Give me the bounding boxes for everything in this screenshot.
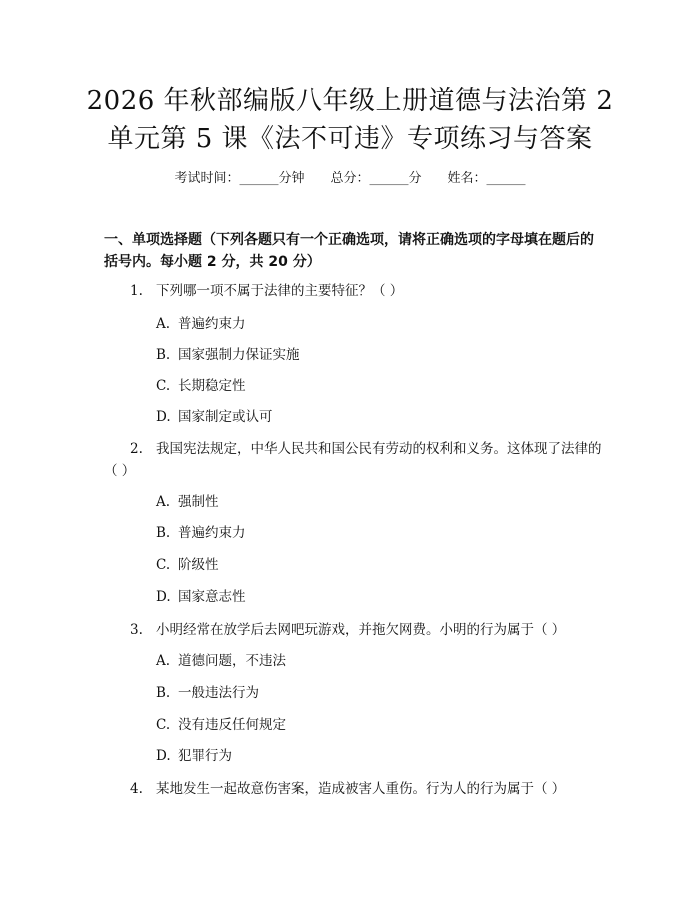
option-letter: C. (156, 378, 171, 394)
option-text: 强制性 (178, 494, 219, 510)
question-text: 下列哪一项不属于法律的主要特征？（ ） (156, 283, 404, 299)
option-1-b (156, 345, 300, 365)
option-letter: A. (156, 316, 171, 332)
question-text: 小明经常在放学后去网吧玩游戏，并拖欠网费。小明的行为属于（ ） (156, 622, 566, 638)
option-2-b (156, 523, 246, 543)
question-1 (104, 280, 604, 302)
option-text: 普遍约束力 (178, 525, 246, 541)
option-3-b (156, 683, 259, 703)
option-text: 国家制定或认可 (178, 409, 273, 425)
option-3-d (156, 746, 232, 766)
question-number: 3. (130, 622, 143, 638)
option-3-a (156, 651, 286, 671)
option-text: 普遍约束力 (178, 316, 246, 332)
option-letter: B. (156, 347, 171, 363)
option-letter: B. (156, 685, 171, 701)
section-heading-multiple-choice: 一、单项选择题（下列各题只有一个正确选项，请将正确选项的字母填在题后的括号内。每小题 2 分，共 20 分） (104, 232, 594, 270)
question-number: 2. (130, 441, 143, 457)
document-title-line-1: 2026 年秋部编版八年级上册道德与法治第 2 (86, 86, 614, 116)
exam-time-field: 考试时间：______分钟 (174, 171, 305, 186)
option-letter: A. (156, 494, 171, 510)
question-text: 我国宪法规定，中华人民共和国公民有劳动的权利和义务。这体现了法律的（ ） (104, 441, 602, 479)
option-2-d (156, 587, 246, 607)
exam-meta (0, 170, 700, 188)
option-text: 一般违法行为 (178, 685, 259, 701)
option-text: 阶级性 (178, 557, 219, 573)
question-number: 4. (130, 781, 143, 797)
option-text: 没有违反任何规定 (178, 717, 286, 733)
question-number: 1. (130, 283, 143, 299)
option-letter: D. (156, 409, 171, 425)
option-1-a (156, 314, 246, 334)
option-3-c (156, 715, 286, 735)
question-3 (104, 619, 604, 641)
option-letter: C. (156, 717, 171, 733)
option-1-d (156, 407, 273, 427)
option-text: 犯罪行为 (178, 748, 232, 764)
option-text: 道德问题，不违法 (178, 653, 286, 669)
option-letter: C. (156, 557, 171, 573)
option-2-c (156, 555, 219, 575)
question-4 (104, 778, 604, 800)
option-text: 国家意志性 (178, 589, 246, 605)
option-letter: B. (156, 525, 171, 541)
question-2 (104, 438, 604, 482)
option-letter: D. (156, 589, 171, 605)
option-letter: D. (156, 748, 171, 764)
option-letter: A. (156, 653, 171, 669)
question-text: 某地发生一起故意伤害案，造成被害人重伤。行为人的行为属于（ ） (156, 781, 566, 797)
option-2-a (156, 492, 219, 512)
option-text: 长期稳定性 (178, 378, 246, 394)
document-title-line-2: 单元第 5 课《法不可违》专项练习与答案 (107, 124, 593, 154)
option-text: 国家强制力保证实施 (178, 347, 300, 363)
option-1-c (156, 376, 246, 396)
exam-score-field: 总分：______分 (330, 171, 422, 186)
student-name-field: 姓名：______ (447, 171, 526, 186)
